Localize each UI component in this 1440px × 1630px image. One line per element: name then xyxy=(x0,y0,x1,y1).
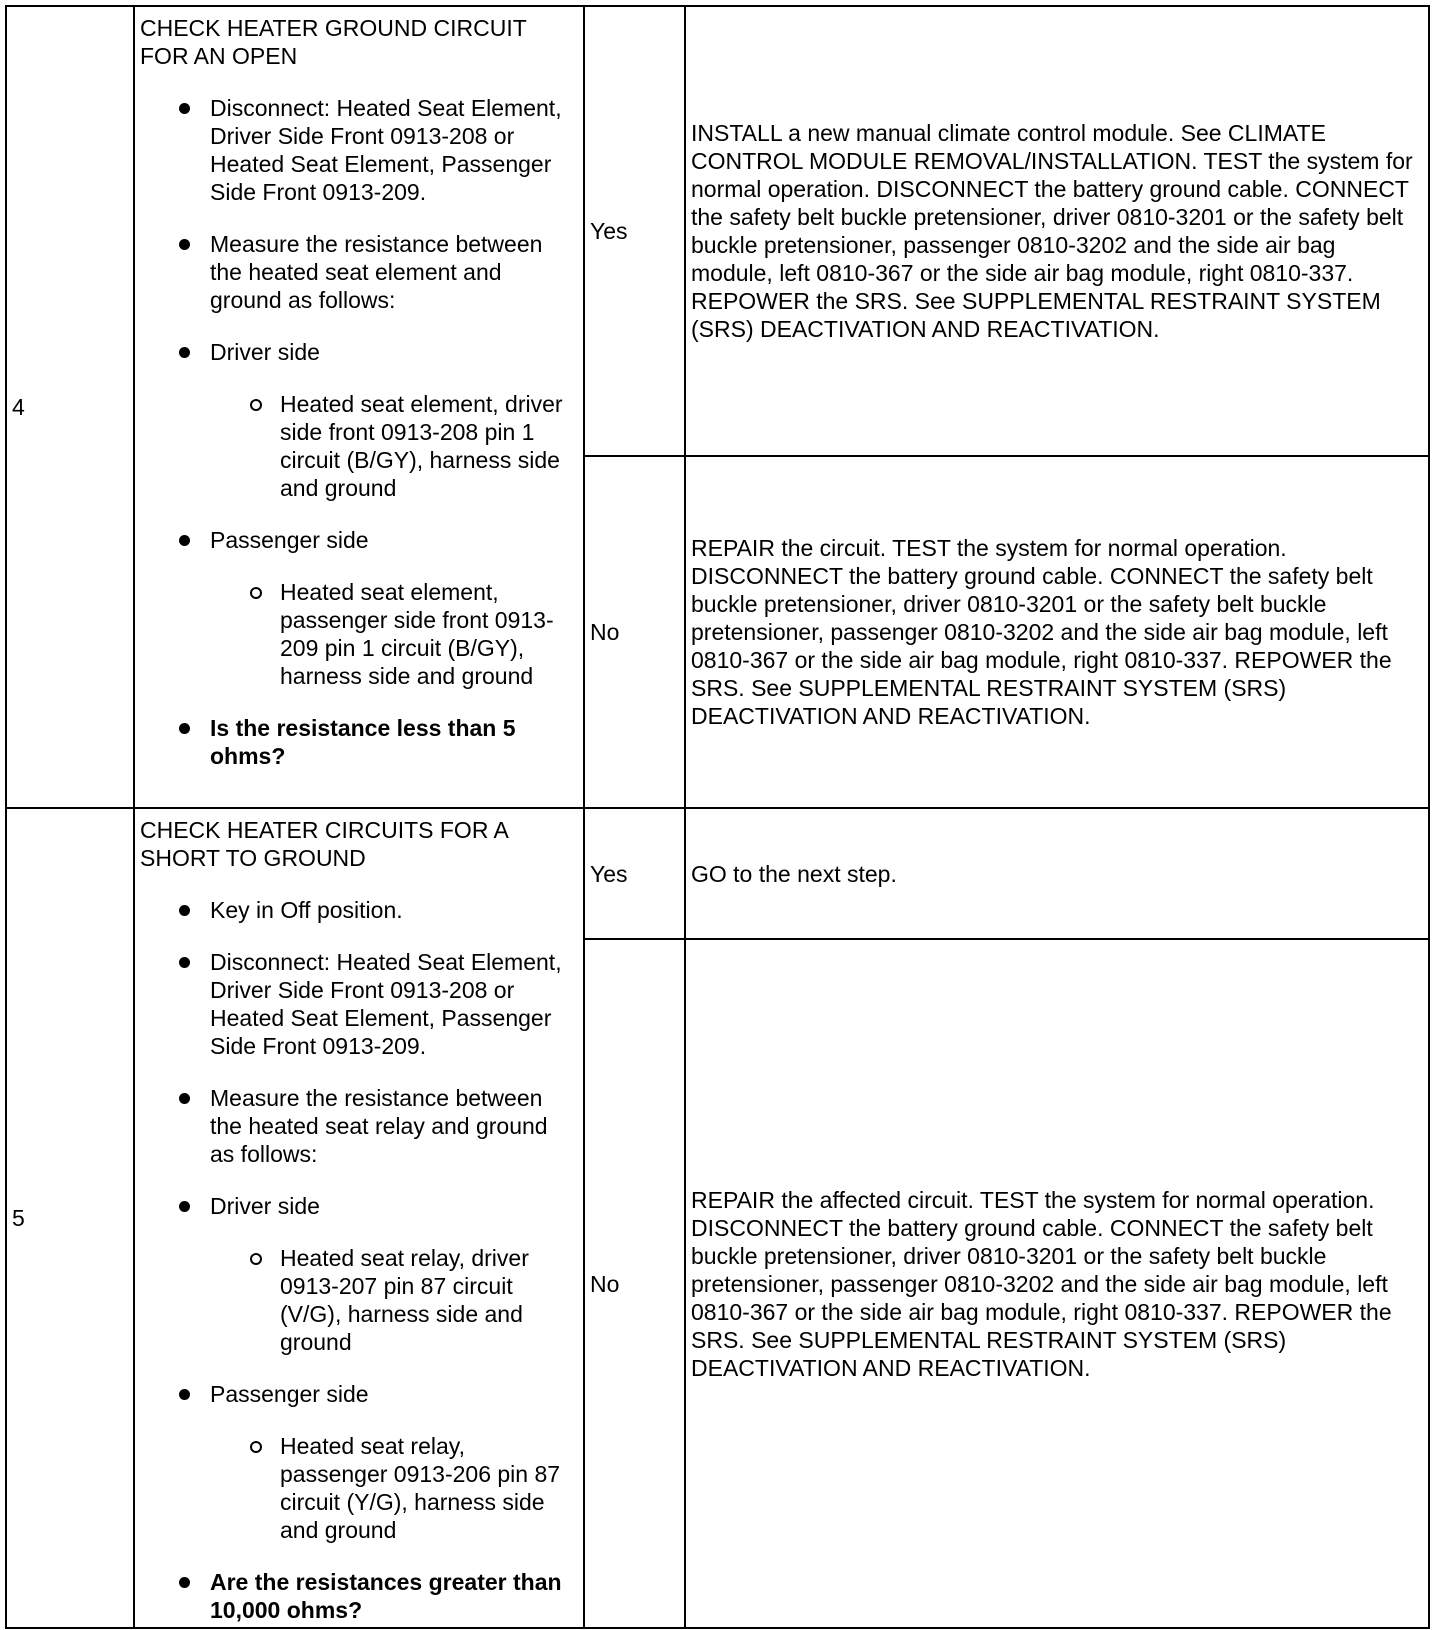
sub-bullet: Heated seat element, driver side front 0913-208 pin 1 circuit (B/GY), harness side and ground xyxy=(280,390,578,502)
step-title: CHECK HEATER GROUND CIRCUIT FOR AN OPEN xyxy=(140,15,527,69)
step-bullet-text: Passenger side xyxy=(210,1381,369,1407)
sub-bullet-list xyxy=(210,1244,578,1356)
step-question: Is the resistance less than 5 ohms? xyxy=(210,714,578,770)
step-bullet-text: Driver side xyxy=(210,339,320,365)
result-no-action: REPAIR the circuit. TEST the system for normal operation. DISCONNECT the battery ground cable. CONNECT the safety belt buckle pretensioner, driver 0810-3201 or the safety belt buckle pretensioner, passenger 0810-3202 and the side air bag module, left 0810-367 or the side air bag module, right 0810-337. REPOWER the SRS. See SUPPLEMENTAL RESTRAINT SYSTEM (SRS) DEACTIVATION AND REACTIVATION. xyxy=(685,456,1429,808)
step-bullet: Measure the resistance between the heated seat element and ground as follows: xyxy=(210,230,578,314)
step-bullet xyxy=(210,1192,578,1356)
step-bullet-list xyxy=(140,94,578,770)
step-title: CHECK HEATER CIRCUITS FOR A SHORT TO GROUND xyxy=(140,817,508,871)
sub-bullet: Heated seat relay, passenger 0913-206 pin 87 circuit (Y/G), harness side and ground xyxy=(280,1432,578,1544)
step-bullet xyxy=(210,526,578,690)
step-number: 4 xyxy=(6,6,134,808)
result-no-action: REPAIR the affected circuit. TEST the system for normal operation. DISCONNECT the battery ground cable. CONNECT the safety belt buckle pretensioner, driver 0810-3201 or the safety belt buckle pretensioner, passenger 0810-3202 and the side air bag module, left 0810-367 or the side air bag module, right 0810-337. REPOWER the SRS. See SUPPLEMENTAL RESTRAINT SYSTEM (SRS) DEACTIVATION AND REACTIVATION. xyxy=(685,939,1429,1628)
step-bullet-text: Passenger side xyxy=(210,527,369,553)
step-5-yes-row xyxy=(6,808,1429,939)
sub-bullet-list xyxy=(210,390,578,502)
step-number: 5 xyxy=(6,808,134,1628)
sub-bullet-list xyxy=(210,1432,578,1544)
step-bullet xyxy=(210,338,578,502)
step-bullet: Key in Off position. xyxy=(210,896,578,924)
step-bullet-text: Driver side xyxy=(210,1193,320,1219)
result-yes-action: GO to the next step. xyxy=(685,808,1429,939)
step-check-cell xyxy=(134,6,584,808)
step-question: Are the resistances greater than 10,000 ohms? xyxy=(210,1568,578,1624)
step-check-cell xyxy=(134,808,584,1628)
sub-bullet: Heated seat element, passenger side front 0913-209 pin 1 circuit (B/GY), harness side and ground xyxy=(280,578,578,690)
sub-bullet-list xyxy=(210,578,578,690)
diagnostic-table xyxy=(5,5,1430,1629)
step-bullet: Disconnect: Heated Seat Element, Driver Side Front 0913-208 or Heated Seat Element, Passenger Side Front 0913-209. xyxy=(210,94,578,206)
result-no-label: No xyxy=(584,939,685,1628)
step-bullet xyxy=(210,1380,578,1544)
step-bullet: Measure the resistance between the heated seat relay and ground as follows: xyxy=(210,1084,578,1168)
result-yes-action: INSTALL a new manual climate control module. See CLIMATE CONTROL MODULE REMOVAL/INSTALLATION. TEST the system for normal operation. DISCONNECT the battery ground cable. CONNECT the safety belt buckle pretensioner, driver 0810-3201 or the safety belt buckle pretensioner, passenger 0810-3202 and the side air bag module, left 0810-367 or the side air bag module, right 0810-337. REPOWER the SRS. See SUPPLEMENTAL RESTRAINT SYSTEM (SRS) DEACTIVATION AND REACTIVATION. xyxy=(685,6,1429,456)
step-bullet-list xyxy=(140,896,578,1624)
step-bullet: Disconnect: Heated Seat Element, Driver Side Front 0913-208 or Heated Seat Element, Passenger Side Front 0913-209. xyxy=(210,948,578,1060)
result-yes-label: Yes xyxy=(584,6,685,456)
result-yes-label: Yes xyxy=(584,808,685,939)
result-no-label: No xyxy=(584,456,685,808)
step-4-yes-row xyxy=(6,6,1429,456)
sub-bullet: Heated seat relay, driver 0913-207 pin 87 circuit (V/G), harness side and ground xyxy=(280,1244,578,1356)
